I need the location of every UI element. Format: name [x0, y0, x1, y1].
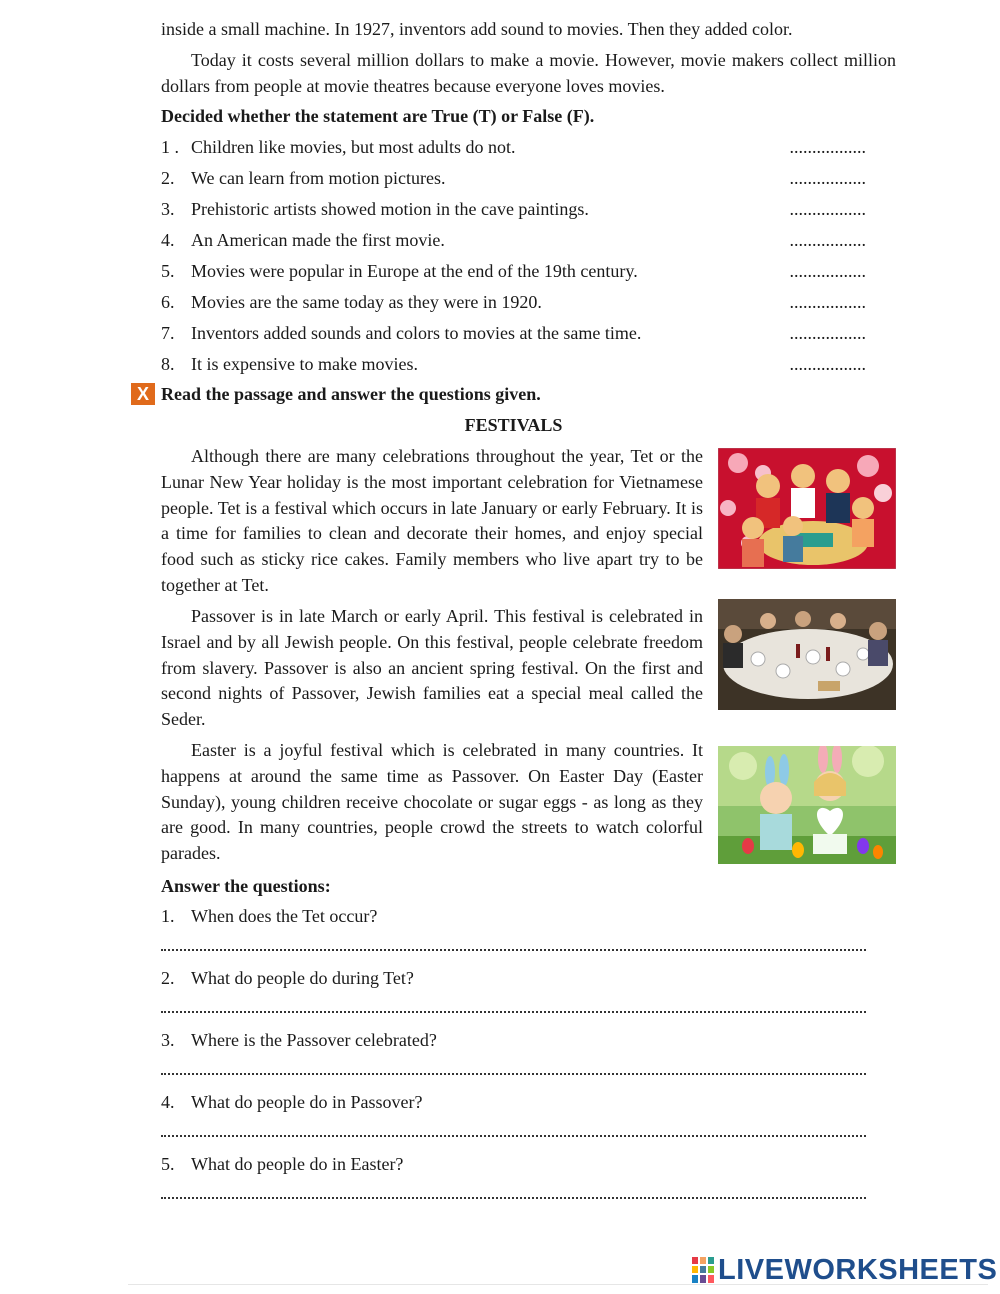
- passage-title: FESTIVALS: [464, 415, 563, 435]
- tf-item-number: 1 .: [161, 137, 179, 157]
- tf-item: [161, 321, 866, 346]
- tf-item: [161, 166, 866, 191]
- tf-answer-blank[interactable]: .................: [789, 199, 866, 219]
- tf-item: [161, 352, 866, 377]
- tf-item-number: 6.: [161, 292, 175, 312]
- intro-line: inside a small machine. In 1927, inventors add sound to movies. Then they added color.: [161, 19, 793, 39]
- tf-item-number: 4.: [161, 230, 175, 250]
- question-text: Where is the Passover celebrated?: [191, 1030, 437, 1050]
- tf-item-number: 2.: [161, 168, 175, 188]
- tf-item-text: Children like movies, but most adults do not.: [191, 137, 516, 157]
- liveworksheets-logo[interactable]: [692, 1255, 997, 1285]
- tf-item: [161, 135, 866, 160]
- question-text: What do people do during Tet?: [191, 968, 414, 988]
- tf-item-number: 5.: [161, 261, 175, 281]
- questions-heading: Answer the questions:: [161, 876, 331, 896]
- tf-answer-blank[interactable]: .................: [789, 292, 866, 312]
- question-text: What do people do in Easter?: [191, 1154, 404, 1174]
- answer-line[interactable]: [161, 945, 866, 951]
- true-false-heading: Decided whether the statement are True (T) or False (F).: [161, 106, 595, 126]
- tet-family-photo: [718, 448, 896, 569]
- passover-paragraph: Passover is in late March or early April. This festival is celebrated in Israel and by all Jewish people. On this festival, people celebrate freedom from slavery. Passover is also an ancient spring festival. On the first and second nights of Passover, Jewish families eat a special meal called the Seder.: [161, 606, 703, 730]
- footer-divider: [128, 1284, 988, 1285]
- tf-item-text: An American made the first movie.: [191, 230, 445, 250]
- question-text: What do people do in Passover?: [191, 1092, 423, 1112]
- answer-line[interactable]: [161, 1007, 866, 1013]
- question-number: 2.: [161, 968, 175, 988]
- easter-children-photo: [718, 746, 896, 864]
- tf-item-text: Movies were popular in Europe at the end of the 19th century.: [191, 261, 638, 281]
- tf-item-number: 7.: [161, 323, 175, 343]
- tf-item: [161, 197, 866, 222]
- tf-item-text: Inventors added sounds and colors to movies at the same time.: [191, 323, 642, 343]
- section-x-badge: X: [131, 383, 155, 405]
- tf-answer-blank[interactable]: .................: [789, 230, 866, 250]
- tet-paragraph: Although there are many celebrations throughout the year, Tet or the Lunar New Year holiday is the most important celebration for Vietnamese people. Tet is a festival which occurs in late January or early February. It is a time for families to clean and decorate their homes, and enjoy special food such as sticky rice cakes. Family members who live apart try to be together at Tet.: [161, 446, 703, 595]
- tf-item-text: It is expensive to make movies.: [191, 354, 418, 374]
- tf-item-text: Prehistoric artists showed motion in the cave paintings.: [191, 199, 589, 219]
- question-number: 3.: [161, 1030, 175, 1050]
- tf-item: [161, 259, 866, 284]
- answer-line[interactable]: [161, 1069, 866, 1075]
- tf-answer-blank[interactable]: .................: [789, 168, 866, 188]
- answer-line[interactable]: [161, 1131, 866, 1137]
- question-number: 5.: [161, 1154, 175, 1174]
- section-x-instruction: Read the passage and answer the questions given.: [161, 384, 541, 404]
- tf-item: [161, 290, 866, 315]
- tf-answer-blank[interactable]: .................: [789, 323, 866, 343]
- question-number: 4.: [161, 1092, 175, 1112]
- question-text: When does the Tet occur?: [191, 906, 378, 926]
- passover-seder-photo: [718, 599, 896, 710]
- answer-line[interactable]: [161, 1193, 866, 1199]
- question-number: 1.: [161, 906, 175, 926]
- tf-answer-blank[interactable]: .................: [789, 261, 866, 281]
- tf-item-text: We can learn from motion pictures.: [191, 168, 446, 188]
- easter-paragraph: Easter is a joyful festival which is celebrated in many countries. It happens at around the same time as Passover. On Easter Day (Easter Sunday), young children receive chocolate or sugar eggs - as long as they are good. In many countries, people crowd the streets to watch colorful parades.: [161, 740, 703, 864]
- tf-item-number: 8.: [161, 354, 175, 374]
- tf-item: [161, 228, 866, 253]
- tf-item-number: 3.: [161, 199, 175, 219]
- tf-answer-blank[interactable]: .................: [789, 137, 866, 157]
- liveworksheets-logo-icon: [692, 1257, 714, 1283]
- intro-paragraph: Today it costs several million dollars to make a movie. However, movie makers collect million dollars from people at movie theatres because everyone loves movies.: [161, 50, 896, 96]
- tf-item-text: Movies are the same today as they were in 1920.: [191, 292, 542, 312]
- tf-answer-blank[interactable]: .................: [789, 354, 866, 374]
- logo-wordmark: LIVEWORKSHEETS: [718, 1253, 998, 1286]
